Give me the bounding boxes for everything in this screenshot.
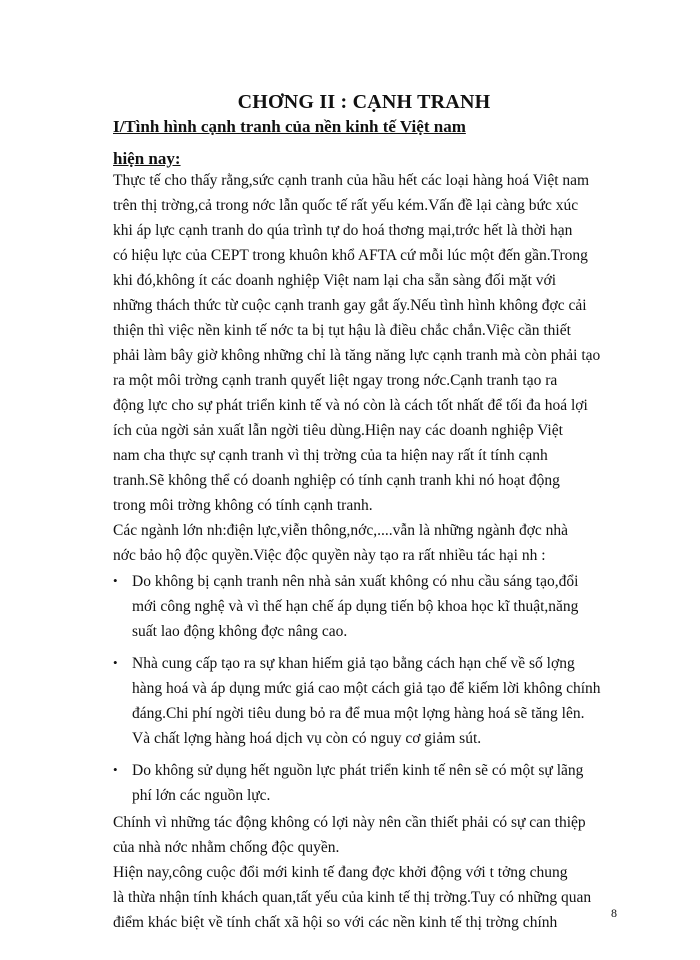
paragraph-4-line: điểm khác biệt về tính chất xã hội so với các nền kinh tế thị trờng chính bbox=[113, 914, 558, 931]
bullet-1-line: Do không bị cạnh tranh nên nhà sản xuất không có nhu cầu sáng tạo,đổi bbox=[132, 573, 579, 590]
paragraph-2-line: nớc bảo hộ độc quyền.Việc độc quyền này tạo ra rất nhiều tác hại nh : bbox=[113, 547, 546, 564]
bullet-2-line: Nhà cung cấp tạo ra sự khan hiếm giả tạo bằng cách hạn chế về số lợng bbox=[132, 655, 575, 672]
bullet-icon: • bbox=[113, 655, 118, 670]
bullet-icon: • bbox=[113, 762, 118, 777]
paragraph-3-line: của nhà nớc nhằm chống độc quyền. bbox=[113, 839, 340, 856]
bullet-1-line: suất lao động không đợc nâng cao. bbox=[132, 623, 348, 640]
bullet-2-line: đáng.Chi phí ngời tiêu dung bỏ ra để mua một lợng hàng hoá sẽ tăng lên. bbox=[132, 705, 585, 722]
paragraph-1-line: có hiệu lực của CEPT trong khuôn khổ AFTA cứ mỗi lúc một đến gần.Trong bbox=[113, 247, 588, 264]
paragraph-1-line: phải làm bây giờ không những chỉ là tăng năng lực cạnh tranh mà còn phải tạo bbox=[113, 347, 601, 364]
paragraph-1-line: động lực cho sự phát triển kinh tế và nó còn là cách tốt nhất để tối đa hoá lợi bbox=[113, 397, 588, 414]
paragraph-1-line: trong môi trờng không có tính cạnh tranh. bbox=[113, 497, 373, 514]
chapter-title: CHƠNG II : CẠNH TRANH bbox=[237, 91, 491, 113]
paragraph-3-line: Chính vì những tác động không có lợi này nên cần thiết phải có sự can thiệp bbox=[113, 814, 586, 831]
paragraph-1-line: thiện thì việc nền kinh tế nớc ta bị tụt hậu là điều chắc chắn.Việc cần thiết bbox=[113, 322, 571, 339]
paragraph-1-line: ích của ngời sản xuất lẫn ngời tiêu dùng.Hiện nay các doanh nghiệp Việt bbox=[113, 422, 563, 439]
paragraph-4-line: Hiện nay,công cuộc đổi mới kinh tế đang đợc khởi động với t tởng chung bbox=[113, 864, 568, 881]
section-heading-line-2: hiện nay: bbox=[113, 149, 181, 168]
paragraph-1-line: tranh.Sẽ không thể có doanh nghiệp có tính cạnh tranh khi nó hoạt động bbox=[113, 472, 560, 489]
paragraph-1-line: khi đó,không ít các doanh nghiệp Việt nam lại cha sẵn sàng đối mặt với bbox=[113, 272, 557, 289]
paragraph-4-line: là thừa nhận tính khách quan,tất yếu của kinh tế thị trờng.Tuy có những quan bbox=[113, 889, 592, 906]
bullet-icon: • bbox=[113, 573, 118, 588]
page-number: 8 bbox=[611, 906, 617, 920]
paragraph-1-line: những thách thức từ cuộc cạnh tranh gay gắt ấy.Nếu tình hình không đợc cải bbox=[113, 297, 587, 314]
bullet-2-line: hàng hoá và áp dụng mức giá cao một cách giả tạo để kiếm lời không chính bbox=[132, 680, 601, 697]
paragraph-1-line: ra một môi trờng cạnh tranh quyết liệt ngay trong nớc.Cạnh tranh tạo ra bbox=[113, 372, 558, 389]
paragraph-1-line: nam cha thực sự cạnh tranh vì thị trờng của ta hiện nay rất ít tính cạnh bbox=[113, 447, 548, 464]
bullet-3-line: phí lớn các nguồn lực. bbox=[132, 787, 271, 804]
paragraph-1-line: Thực tế cho thấy rằng,sức cạnh tranh của hầu hết các loại hàng hoá Việt nam bbox=[113, 172, 590, 189]
paragraph-2-line: Các ngành lớn nh:điện lực,viễn thông,nớc,....vẫn là những ngành đợc nhà bbox=[113, 522, 569, 539]
bullet-3-line: Do không sử dụng hết nguồn lực phát triển kinh tế nên sẽ có một sự lãng bbox=[132, 762, 584, 779]
bullet-1-line: mới công nghệ và vì thế hạn chế áp dụng tiến bộ khoa học kĩ thuật,năng bbox=[132, 598, 579, 615]
section-heading-line-1: I/Tình hình cạnh tranh của nền kinh tế Việt nam bbox=[113, 117, 466, 136]
paragraph-1-line: trên thị trờng,cả trong nớc lẫn quốc tế rất yếu kém.Vấn đề lại càng bức xúc bbox=[113, 197, 579, 214]
paragraph-1-line: khi áp lực cạnh tranh do qúa trình tự do hoá thơng mại,trớc hết là thời hạn bbox=[113, 222, 573, 239]
bullet-2-line: Và chất lợng hàng hoá dịch vụ còn có nguy cơ giảm sút. bbox=[132, 730, 482, 747]
